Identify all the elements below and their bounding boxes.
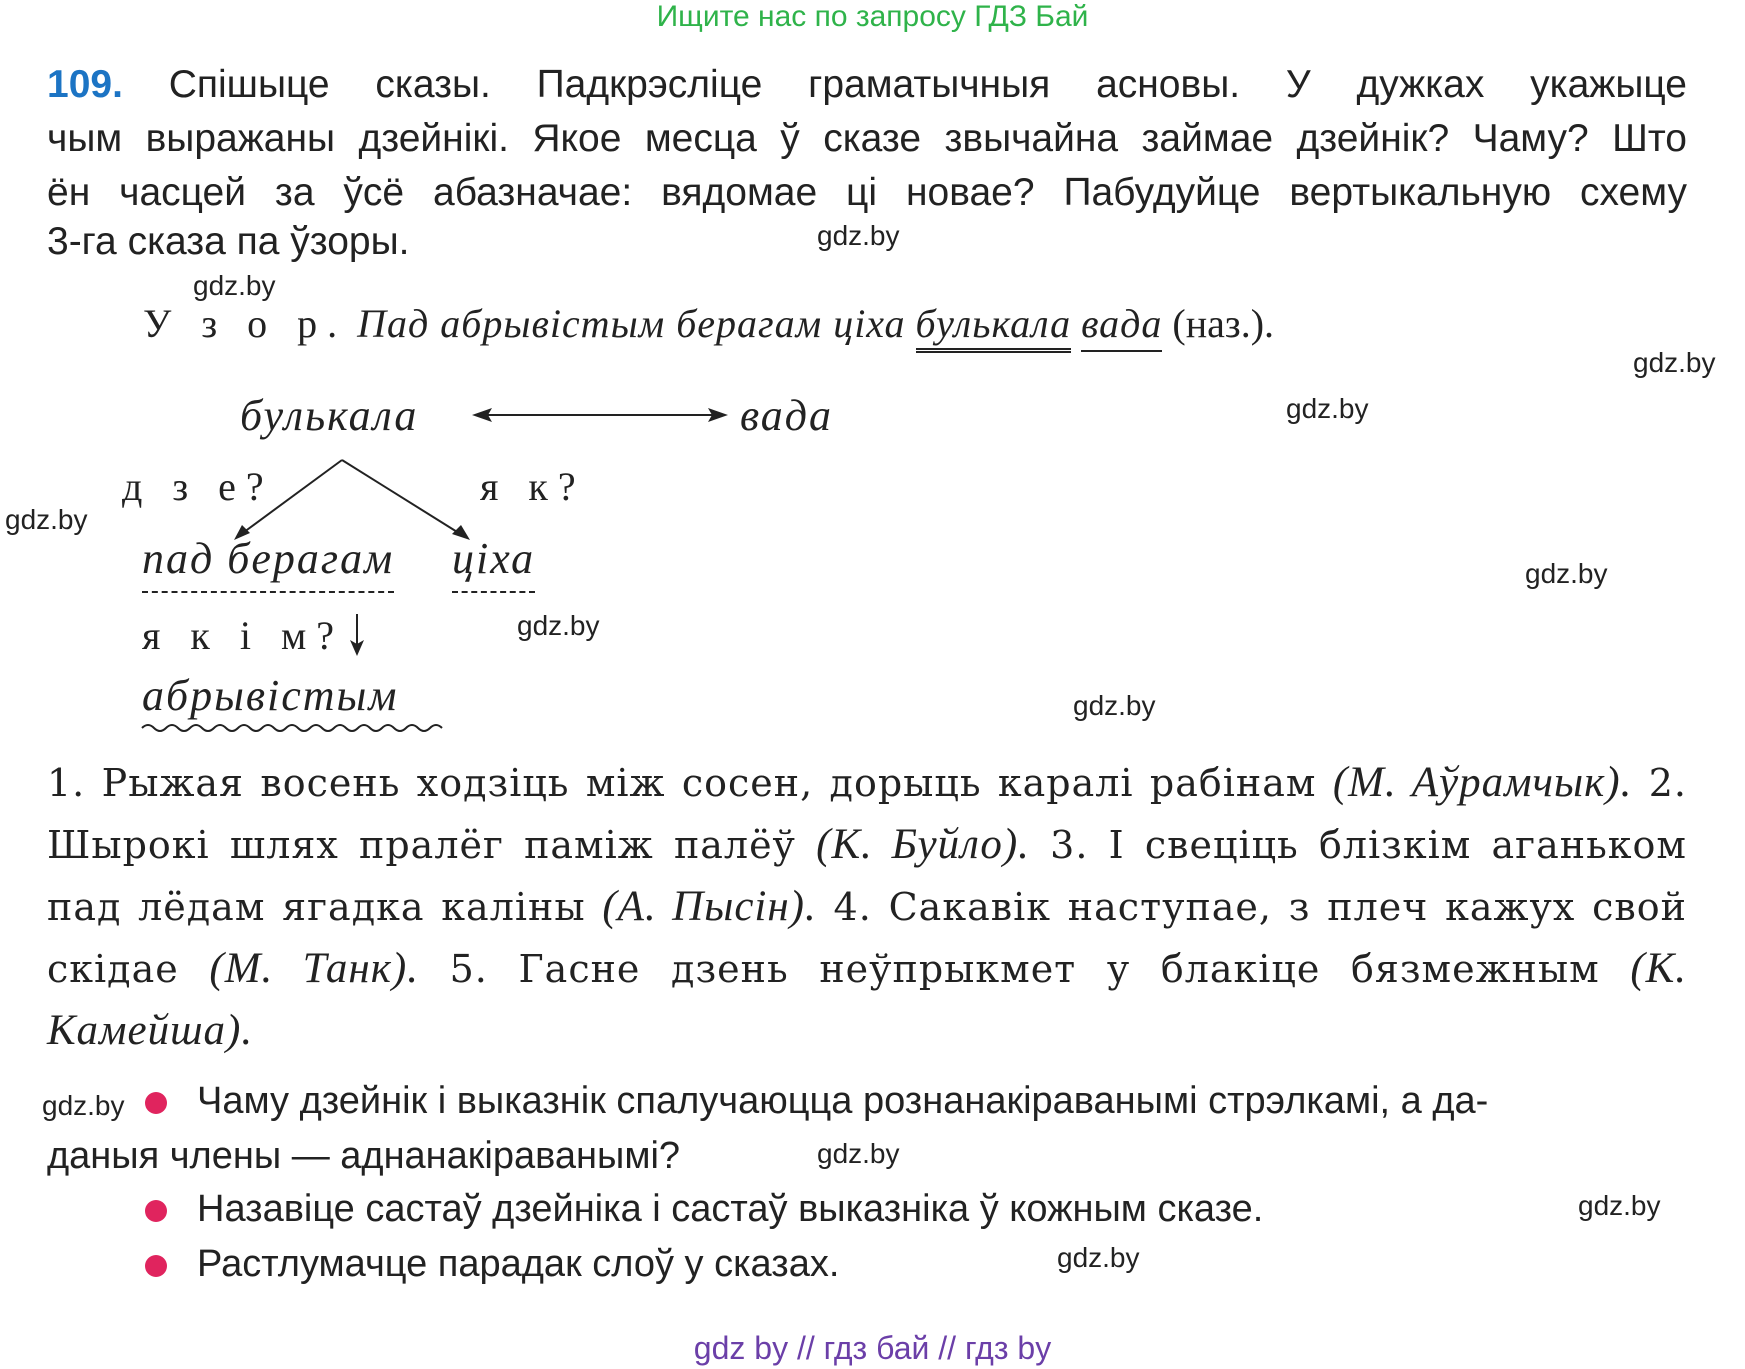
sentence-2: 2. Шырокі шлях пралёг паміж палёў (К. Буйло). <box>47 761 1687 868</box>
watermark: gdz.by <box>817 1138 900 1169</box>
watermark: gdz.by <box>1057 1242 1140 1273</box>
question-2: Назавіце састаў дзейніка і састаў выказніка ў кожным сказе. <box>197 1188 1264 1230</box>
wavy-underline <box>140 722 446 734</box>
sentence-1: 1. Рыжая восень ходзіць між сосен, дорыць каралі рабінам (М. Аўрамчык). <box>47 759 1633 806</box>
sentences-block <box>47 752 1687 1062</box>
pattern-note: (наз.). <box>1172 301 1275 346</box>
task-text-1: Спішыце сказы. Падкрэсліце граматычныя асновы. У дужках укажыце <box>168 63 1688 106</box>
down-arrow-icon <box>345 612 369 656</box>
sentence-5: 5. Гасне дзень неўпрыкмет у блакіце бязмежным (К. Камейша). <box>47 945 1687 1054</box>
adverbial-manner-text: ціха <box>452 534 535 593</box>
adverbial-place-text: пад берагам <box>142 534 394 593</box>
diagram-subject: вада <box>740 391 834 440</box>
adverbial-place <box>142 533 394 584</box>
double-arrow-icon <box>470 400 730 430</box>
watermark: gdz.by <box>42 1090 125 1121</box>
pattern-text: Пад абрывістым берагам ціха <box>357 301 906 346</box>
task-line-1 <box>47 58 1687 112</box>
adverbial-manner <box>452 533 535 584</box>
question-3: Растлумачце парадак слоў у сказах. <box>197 1243 840 1285</box>
bullet-2 <box>145 1200 167 1222</box>
question-where: д з е? <box>122 464 274 509</box>
sentence-3: 3. І свеціць блізкім аганьком пад лёдам ягадка каліны (А. Пысін). <box>47 823 1687 930</box>
task-line-3: ён часцей за ўсё абазначае: вядомае ці новае? Пабудуйце вертыкальную схему <box>47 171 1687 214</box>
task-number: 109. <box>47 63 123 106</box>
watermark: gdz.by <box>5 504 88 535</box>
task-line-2: чым выражаны дзейнікі. Якое месца ў сказе звычайна займае дзейнік? Чаму? Што <box>47 117 1687 160</box>
pattern-predicate: булькала <box>916 301 1072 353</box>
sentence-4: 4. Сакавік наступае, з плеч кажух свой скідае (М. Танк). <box>47 885 1687 992</box>
footer-links: gdz by // гдз бай // гдз by <box>693 1330 1052 1366</box>
question-which: я к і м? <box>142 613 345 658</box>
watermark: gdz.by <box>1286 393 1369 424</box>
task-line-4: 3-га сказа па ўзоры. <box>47 220 410 263</box>
search-banner: Ищите нас по запросу ГДЗ Бай <box>656 0 1089 33</box>
watermark: gdz.by <box>193 270 276 301</box>
watermark: gdz.by <box>1633 347 1716 378</box>
branch-arrows-icon <box>230 455 475 545</box>
watermark: gdz.by <box>1578 1190 1661 1221</box>
question-1-line-1: Чаму дзейнік і выказнік спалучаюцца рознанакіраванымі стрэлкамі, а да- <box>197 1080 1489 1122</box>
bullet-1 <box>145 1092 167 1114</box>
attribute-word: абрывістым <box>142 671 399 720</box>
watermark: gdz.by <box>517 610 600 641</box>
question-how: я к? <box>480 464 586 509</box>
watermark: gdz.by <box>1073 690 1156 721</box>
watermark: gdz.by <box>1525 558 1608 589</box>
diagram-predicate: булькала <box>240 391 419 440</box>
question-1-line-2: даныя члены — аднанакіраванымі? <box>47 1135 681 1177</box>
bullet-3 <box>145 1255 167 1277</box>
pattern-label: У з о р. <box>143 301 348 346</box>
pattern-line <box>143 300 1274 347</box>
pattern-subject: вада <box>1081 301 1162 352</box>
watermark: gdz.by <box>817 220 900 251</box>
